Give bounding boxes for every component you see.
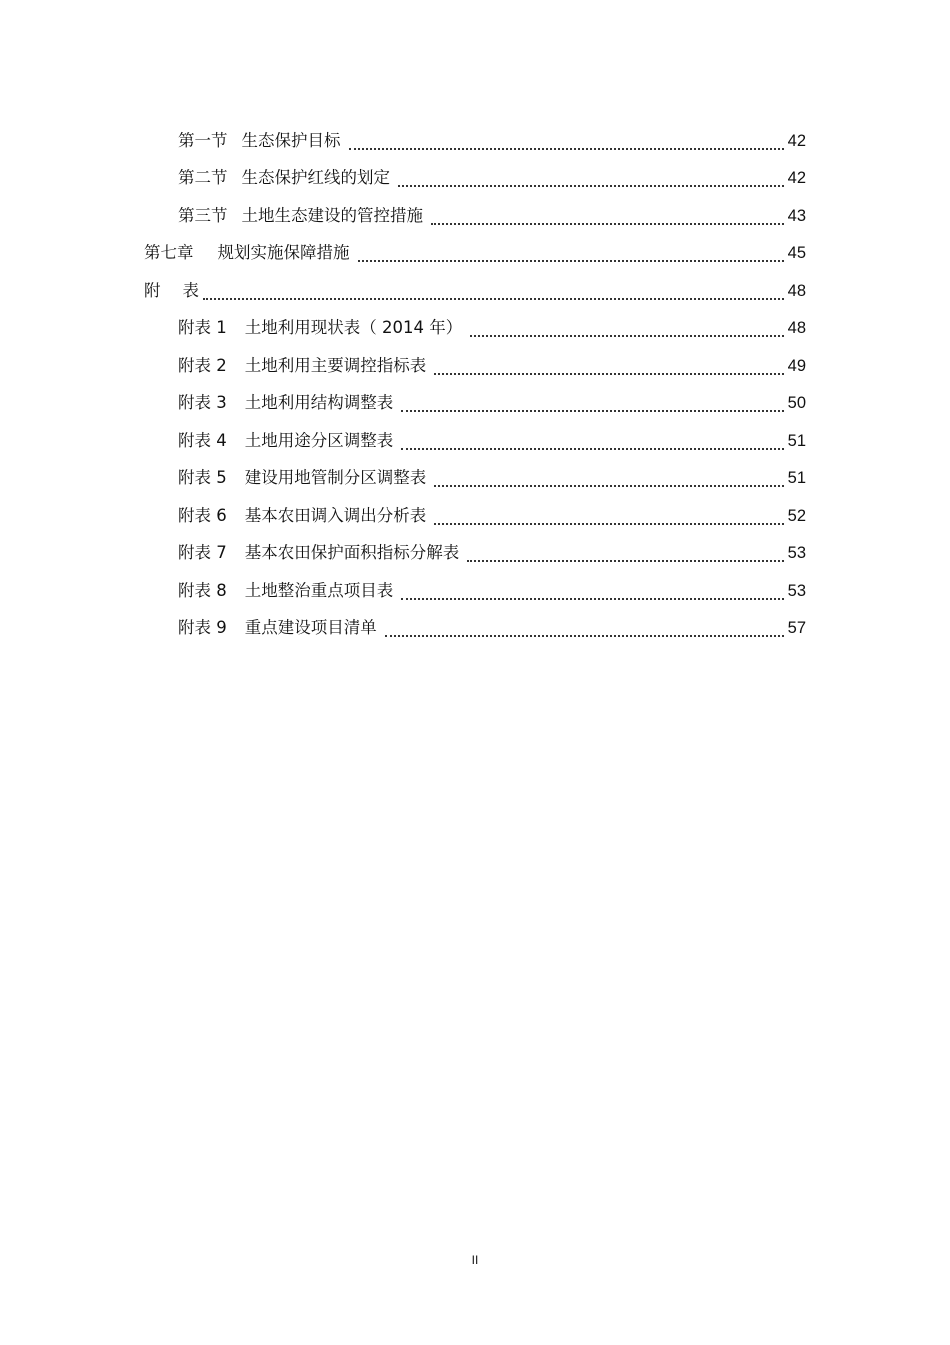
- dot-leader: [470, 323, 784, 337]
- toc-entry-title: 基本农田调入调出分析表: [244, 505, 427, 525]
- toc-entry-table-1[interactable]: [0, 310, 806, 348]
- toc-entry-page: 57: [787, 619, 806, 637]
- toc-entry-number: 附表 6: [178, 505, 227, 525]
- toc-entry-table-9[interactable]: [0, 610, 806, 648]
- toc-entry-title: 生态保护目标: [241, 130, 341, 150]
- dot-leader: [398, 173, 784, 187]
- toc-entry-page: 53: [787, 544, 806, 562]
- toc-entry-number: 附表 5: [178, 468, 227, 487]
- toc-entry-title: 土地利用结构调整表: [244, 393, 394, 412]
- toc-entry-number: 附表 3: [178, 393, 227, 412]
- toc-entry-number: 第二节: [178, 168, 228, 187]
- toc-entry-title: 土地整治重点项目表: [244, 580, 394, 600]
- toc-entry-number: 第三节: [178, 205, 228, 225]
- dot-leader: [401, 586, 784, 600]
- toc-entry-table-5[interactable]: [0, 460, 806, 498]
- toc-entry-table-7[interactable]: [0, 535, 806, 573]
- toc-entry-page: 53: [787, 581, 806, 600]
- toc-entry-number: 附表 8: [178, 580, 227, 600]
- toc-entry-chapter-7[interactable]: [0, 235, 806, 273]
- dot-leader: [385, 623, 784, 637]
- toc-entry-title: 土地利用主要调控指标表: [244, 355, 427, 375]
- toc-entry-appendix[interactable]: [0, 272, 806, 310]
- toc-entry-page: 49: [787, 356, 806, 375]
- dot-leader: [431, 211, 784, 225]
- toc-entry-title: 重点建设项目清单: [244, 618, 377, 637]
- toc-entry-section-2[interactable]: [0, 160, 806, 198]
- dot-leader: [434, 361, 784, 375]
- toc-entry-number: 附表 9: [178, 618, 227, 637]
- toc-entry-number: 第一节: [178, 130, 228, 150]
- toc-entry-number: 附表 4: [178, 430, 227, 450]
- toc-entry-title: 基本农田保护面积指标分解表: [244, 543, 460, 562]
- toc-entry-table-2[interactable]: [0, 347, 806, 385]
- toc-entry-number: 附: [144, 280, 161, 300]
- toc-entry-page: 48: [787, 281, 806, 300]
- toc-entry-title: 表: [182, 280, 199, 300]
- toc-entry-title: 土地生态建设的管控措施: [241, 205, 423, 225]
- toc-entry-page: 51: [787, 431, 806, 450]
- toc-entry-page: 42: [787, 131, 806, 150]
- table-of-contents: [0, 122, 950, 647]
- toc-entry-page: 50: [787, 394, 806, 412]
- toc-entry-page: 48: [787, 319, 806, 337]
- toc-entry-title: 生态保护红线的划定: [241, 168, 390, 187]
- toc-entry-title: 规划实施保障措施: [217, 243, 350, 262]
- dot-leader: [434, 511, 784, 525]
- toc-entry-page: 43: [787, 206, 806, 225]
- toc-entry-section-3[interactable]: [0, 197, 806, 235]
- toc-entry-page: 51: [787, 469, 806, 487]
- toc-entry-number: 附表 1: [178, 318, 227, 337]
- toc-entry-table-6[interactable]: [0, 497, 806, 535]
- toc-entry-table-8[interactable]: [0, 572, 806, 610]
- dot-leader: [349, 136, 785, 150]
- toc-entry-title: 土地用途分区调整表: [244, 430, 394, 450]
- dot-leader: [401, 436, 784, 450]
- dot-leader: [401, 398, 784, 412]
- dot-leader: [467, 548, 784, 562]
- toc-entry-title: 建设用地管制分区调整表: [244, 468, 427, 487]
- toc-entry-page: 45: [787, 244, 806, 262]
- toc-entry-page: 52: [787, 506, 806, 525]
- dot-leader: [358, 248, 785, 262]
- toc-entry-number: 第七章: [144, 243, 194, 262]
- dot-leader: [203, 286, 784, 300]
- toc-entry-table-4[interactable]: [0, 422, 806, 460]
- dot-leader: [434, 473, 784, 487]
- toc-entry-table-3[interactable]: [0, 385, 806, 423]
- toc-entry-title: 土地利用现状表（ 2014 年）: [244, 318, 463, 337]
- toc-entry-section-1[interactable]: [0, 122, 806, 160]
- toc-entry-number: 附表 7: [178, 543, 227, 562]
- page-number: II: [471, 1253, 479, 1267]
- toc-entry-page: 42: [787, 169, 806, 187]
- toc-entry-number: 附表 2: [178, 355, 227, 375]
